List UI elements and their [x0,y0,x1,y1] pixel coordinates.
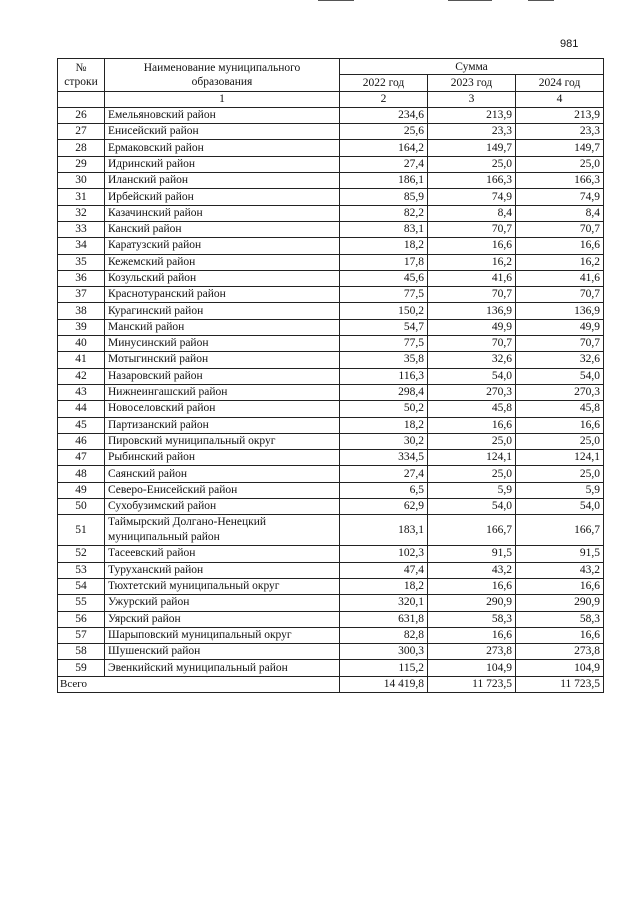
table-row [58,287,604,303]
table-row [58,644,604,660]
amount-2023: 16,6 [428,238,516,254]
row-number: 59 [58,660,105,676]
municipality-name: Сухобузимский район [105,499,340,515]
row-number: 36 [58,270,105,286]
municipality-name: Саянский район [105,466,340,482]
municipality-name: Енисейский район [105,124,340,140]
municipality-name: Минусинский район [105,336,340,352]
table-row [58,384,604,400]
table-row [58,189,604,205]
row-number: 43 [58,384,105,400]
municipality-name: Уярский район [105,611,340,627]
amount-2024: 136,9 [516,303,604,319]
table-row [58,433,604,449]
table-row [58,270,604,286]
budget-table [57,58,604,693]
municipality-name: Иланский район [105,173,340,189]
amount-2024: 91,5 [516,546,604,562]
amount-2022: 45,6 [340,270,428,286]
header-name-line2: образования [191,75,253,88]
municipality-name: Кежемский район [105,254,340,270]
table-row [58,221,604,237]
header-year-2023: 2023 год [428,75,516,91]
amount-2023: 273,8 [428,644,516,660]
amount-2022: 47,4 [340,562,428,578]
amount-2023: 16,6 [428,417,516,433]
amount-2023: 270,3 [428,384,516,400]
row-number: 32 [58,205,105,221]
municipality-name: Каратузский район [105,238,340,254]
amount-2023: 70,7 [428,336,516,352]
amount-2022: 62,9 [340,499,428,515]
amount-2023: 25,0 [428,156,516,172]
municipality-name: Идринский район [105,156,340,172]
row-number: 28 [58,140,105,156]
header-year-2024: 2024 год [516,75,604,91]
table-row [58,660,604,676]
amount-2023: 70,7 [428,287,516,303]
amount-2022: 115,2 [340,660,428,676]
table-row [58,319,604,335]
row-number: 39 [58,319,105,335]
table-row [58,515,604,546]
table-row [58,238,604,254]
total-label: Всего [58,676,340,692]
column-number-3: 3 [428,91,516,107]
table-footer [58,676,604,692]
amount-2022: 320,1 [340,595,428,611]
row-number: 30 [58,173,105,189]
amount-2024: 54,0 [516,499,604,515]
municipality-name: Северо-Енисейский район [105,482,340,498]
amount-2022: 631,8 [340,611,428,627]
header-row-number-line1: № [75,61,87,74]
amount-2022: 164,2 [340,140,428,156]
row-number: 38 [58,303,105,319]
amount-2024: 270,3 [516,384,604,400]
table-row [58,254,604,270]
amount-2024: 149,7 [516,140,604,156]
table-row [58,140,604,156]
table-row [58,482,604,498]
row-number: 52 [58,546,105,562]
table-row [58,336,604,352]
amount-2024: 43,2 [516,562,604,578]
amount-2024: 290,9 [516,595,604,611]
amount-2022: 234,6 [340,107,428,123]
amount-2023: 74,9 [428,189,516,205]
amount-2024: 70,7 [516,287,604,303]
amount-2023: 91,5 [428,546,516,562]
amount-2022: 50,2 [340,401,428,417]
row-number: 46 [58,433,105,449]
amount-2023: 54,0 [428,368,516,384]
amount-2022: 102,3 [340,546,428,562]
amount-2023: 43,2 [428,562,516,578]
table-row [58,499,604,515]
row-number: 50 [58,499,105,515]
amount-2022: 77,5 [340,287,428,303]
municipality-name: Рыбинский район [105,450,340,466]
row-number: 44 [58,401,105,417]
amount-2024: 25,0 [516,433,604,449]
table-row [58,303,604,319]
column-number-row [58,91,604,107]
amount-2022: 25,6 [340,124,428,140]
column-number-1: 1 [105,91,340,107]
municipality-name: Пировский муниципальный округ [105,433,340,449]
amount-2024: 104,9 [516,660,604,676]
amount-2023: 16,2 [428,254,516,270]
row-number: 29 [58,156,105,172]
header-name-line1: Наименование муниципального [143,61,301,74]
municipality-name: Краснотуранский район [105,287,340,303]
municipality-name: Манский район [105,319,340,335]
amount-2024: 25,0 [516,156,604,172]
header-sum: Сумма [340,59,604,75]
table-row [58,417,604,433]
row-number: 55 [58,595,105,611]
amount-2024: 32,6 [516,352,604,368]
table-body [58,107,604,676]
amount-2023: 16,6 [428,578,516,594]
amount-2022: 35,8 [340,352,428,368]
amount-2022: 6,5 [340,482,428,498]
amount-2022: 298,4 [340,384,428,400]
total-row [58,676,604,692]
amount-2023: 290,9 [428,595,516,611]
table-row [58,173,604,189]
page-number: 981 [560,38,579,50]
amount-2024: 166,3 [516,173,604,189]
row-number: 33 [58,221,105,237]
amount-2023: 25,0 [428,466,516,482]
amount-2023: 136,9 [428,303,516,319]
row-number: 51 [58,515,105,546]
table-row [58,450,604,466]
amount-2022: 27,4 [340,466,428,482]
municipality-name: Ермаковский район [105,140,340,156]
row-number: 49 [58,482,105,498]
municipality-name: Шарыповский муниципальный округ [105,627,340,643]
amount-2024: 25,0 [516,466,604,482]
row-number: 45 [58,417,105,433]
row-number: 54 [58,578,105,594]
amount-2022: 82,8 [340,627,428,643]
amount-2023: 70,7 [428,221,516,237]
table-row [58,401,604,417]
municipality-name: Канский район [105,221,340,237]
total-2022: 14 419,8 [340,676,428,692]
amount-2024: 124,1 [516,450,604,466]
amount-2023: 58,3 [428,611,516,627]
amount-2022: 18,2 [340,238,428,254]
amount-2022: 183,1 [340,515,428,546]
top-rule-right [528,0,554,1]
amount-2022: 85,9 [340,189,428,205]
row-number: 26 [58,107,105,123]
amount-2023: 8,4 [428,205,516,221]
amount-2024: 70,7 [516,221,604,237]
total-2024: 11 723,5 [516,676,604,692]
amount-2023: 16,6 [428,627,516,643]
amount-2022: 77,5 [340,336,428,352]
amount-2022: 300,3 [340,644,428,660]
amount-2024: 54,0 [516,368,604,384]
header-row-number [58,59,105,92]
amount-2022: 83,1 [340,221,428,237]
table-row [58,124,604,140]
amount-2024: 16,2 [516,254,604,270]
table-row [58,205,604,221]
total-2023: 11 723,5 [428,676,516,692]
amount-2022: 17,8 [340,254,428,270]
amount-2023: 166,7 [428,515,516,546]
municipality-name: Нижнеингашский район [105,384,340,400]
amount-2023: 49,9 [428,319,516,335]
municipality-name: Мотыгинский район [105,352,340,368]
amount-2024: 273,8 [516,644,604,660]
municipality-name: Таймырский Долгано-Ненецкий муниципальный район [105,515,340,546]
amount-2024: 16,6 [516,238,604,254]
header-year-2022: 2022 год [340,75,428,91]
table-row [58,562,604,578]
municipality-name: Ужурский район [105,595,340,611]
amount-2023: 149,7 [428,140,516,156]
table-row [58,156,604,172]
top-rule-mid [448,0,492,1]
municipality-name: Тюхтетский муниципальный округ [105,578,340,594]
amount-2024: 45,8 [516,401,604,417]
amount-2023: 5,9 [428,482,516,498]
municipality-name: Шушенский район [105,644,340,660]
municipality-name: Ирбейский район [105,189,340,205]
row-number: 58 [58,644,105,660]
amount-2024: 23,3 [516,124,604,140]
amount-2024: 49,9 [516,319,604,335]
row-number: 56 [58,611,105,627]
row-number: 48 [58,466,105,482]
table-header [58,59,604,108]
municipality-name: Новоселовский район [105,401,340,417]
amount-2023: 23,3 [428,124,516,140]
row-number: 35 [58,254,105,270]
row-number: 57 [58,627,105,643]
column-number-empty [58,91,105,107]
table-row [58,611,604,627]
municipality-name: Казачинский район [105,205,340,221]
amount-2022: 18,2 [340,578,428,594]
municipality-name: Курагинский район [105,303,340,319]
amount-2023: 54,0 [428,499,516,515]
row-number: 34 [58,238,105,254]
table-row [58,627,604,643]
amount-2022: 82,2 [340,205,428,221]
amount-2024: 70,7 [516,336,604,352]
amount-2024: 213,9 [516,107,604,123]
amount-2022: 186,1 [340,173,428,189]
municipality-name: Назаровский район [105,368,340,384]
table-row [58,368,604,384]
row-number: 27 [58,124,105,140]
municipality-name: Козульский район [105,270,340,286]
amount-2024: 16,6 [516,417,604,433]
row-number: 37 [58,287,105,303]
municipality-name: Емельяновский район [105,107,340,123]
amount-2024: 166,7 [516,515,604,546]
column-number-4: 4 [516,91,604,107]
amount-2023: 25,0 [428,433,516,449]
row-number: 41 [58,352,105,368]
table-row [58,352,604,368]
header-municipality-name [105,59,340,92]
amount-2023: 45,8 [428,401,516,417]
municipality-name: Партизанский район [105,417,340,433]
table-row [58,578,604,594]
row-number: 53 [58,562,105,578]
amount-2022: 30,2 [340,433,428,449]
amount-2024: 41,6 [516,270,604,286]
header-row-number-line2: строки [64,75,98,88]
column-number-2: 2 [340,91,428,107]
amount-2023: 32,6 [428,352,516,368]
table-row [58,595,604,611]
amount-2023: 124,1 [428,450,516,466]
municipality-name: Эвенкийский муниципальный район [105,660,340,676]
amount-2024: 58,3 [516,611,604,627]
row-number: 47 [58,450,105,466]
row-number: 40 [58,336,105,352]
amount-2024: 16,6 [516,627,604,643]
table-row [58,466,604,482]
amount-2023: 104,9 [428,660,516,676]
municipality-name: Туруханский район [105,562,340,578]
municipality-name: Тасеевский район [105,546,340,562]
amount-2023: 41,6 [428,270,516,286]
amount-2024: 8,4 [516,205,604,221]
row-number: 42 [58,368,105,384]
amount-2022: 150,2 [340,303,428,319]
amount-2022: 54,7 [340,319,428,335]
amount-2022: 334,5 [340,450,428,466]
amount-2023: 213,9 [428,107,516,123]
amount-2023: 166,3 [428,173,516,189]
amount-2022: 18,2 [340,417,428,433]
amount-2022: 116,3 [340,368,428,384]
amount-2024: 16,6 [516,578,604,594]
amount-2024: 5,9 [516,482,604,498]
amount-2024: 74,9 [516,189,604,205]
table-row [58,107,604,123]
top-rule-left [318,0,354,1]
amount-2022: 27,4 [340,156,428,172]
table-row [58,546,604,562]
row-number: 31 [58,189,105,205]
